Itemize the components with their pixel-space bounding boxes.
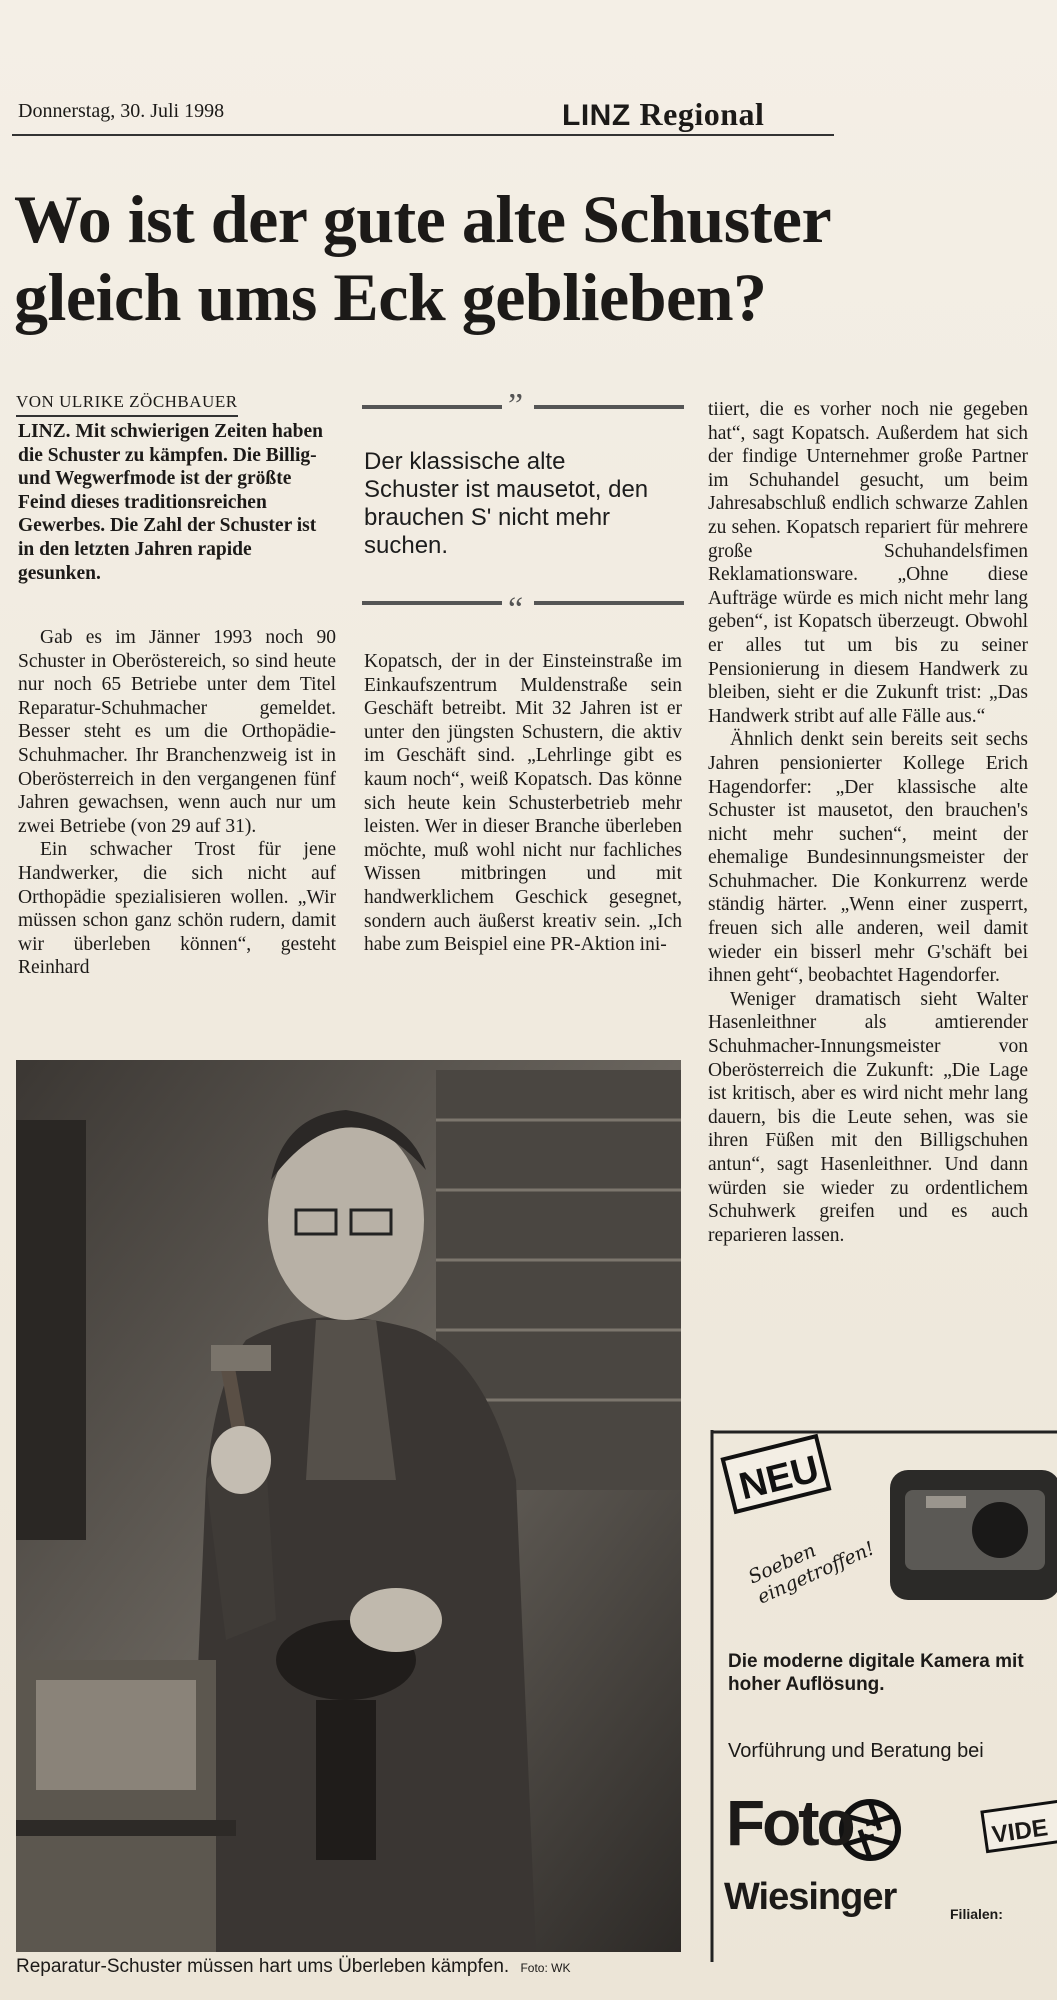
- article-photo: [16, 1060, 681, 1952]
- masthead-linz: LINZ: [562, 99, 631, 132]
- ad-script-text: Soeben eingetroffen!: [745, 1537, 878, 1609]
- issue-date: Donnerstag, 30. Juli 1998: [18, 100, 225, 122]
- photo-credit: Foto: WK: [520, 1961, 571, 1975]
- column3-paragraph-2: Ähnlich denkt sein bereits seit sechs Jahren pensionierter Kollege Erich Hagendorfer: „Der klassische alte Schuster ist mausetot, den brauchen's nicht mehr suchen“, meint der ehemalige Bundesinnungsmeister der Schuhmacher. Die Konkurrenz werde ständig härter. „Wenn einer zusperrt, freuen sich alle anderen, weil damit wieder ein bisserl mehr G'schäft bei ihnen geht“, beobachtet Hagendorfer.: [708, 729, 1028, 987]
- masthead-regional: Regional: [639, 96, 765, 132]
- column1-paragraph-1: Gab es im Jänner 1993 noch 90 Schuster in Oberöstereich, so sind heute nur noch 65 Betriebe unter dem Titel Reparatur-Schuhmacher gemeldet. Besser steht es um die Orthopädie-Schuhmacher. Ihr Branchenzweig ist in Oberösterreich in den vergangenen fünf Jahren gewachsen, wenn auch nur um zwei Betriebe (von 29 auf 31).: [18, 627, 336, 837]
- photo-caption: [16, 1956, 570, 1978]
- cobbler-photo-illustration: [16, 1060, 681, 1952]
- ad-video-label: VIDE: [990, 1814, 1050, 1849]
- header-rule: [12, 134, 834, 136]
- ad-logo-foto: Foto: [726, 1787, 853, 1859]
- ad-logo-wiesinger: Wiesinger: [724, 1876, 897, 1918]
- svg-text:“: “: [508, 591, 524, 616]
- ad-subline: Vorführung und Beratung bei: [728, 1740, 984, 1762]
- section-masthead: [562, 96, 764, 133]
- article-column-1: [18, 626, 336, 980]
- svg-text:”: ”: [508, 394, 524, 420]
- column1-paragraph-2: Ein schwacher Trost für jene Handwerker, die sich nicht auf Orthopädie spezialisieren wollen. „Wir müssen schon ganz schön rudern, damit wir überleben können“, gesteht Reinhard: [18, 839, 336, 979]
- article-headline: [14, 180, 1014, 336]
- ad-badge-text: NEU: [735, 1448, 824, 1509]
- pull-quote: [362, 394, 684, 616]
- camera-icon: [890, 1470, 1057, 1600]
- column3-paragraph-1: tiiert, die es vorher noch nie gegeben hat“, sagt Kopatsch. Außerdem hat sich der findige Unternehmer große Partner im Schuhandel gesucht, um beim Jahresabschluß endlich schwarze Zahlen zu sehen. Kopatsch repariert für mehrere große Schuhandelsfimen Reklamationsware. „Ohne diese Aufträge würde es mich nicht mehr lang geben“, ist Kopatsch überzeugt. Obwohl er alles tut um bis zu seiner Pensionierung in diesem Handwerk zu bleiben, sieht er die Zukunft trist: „Das Handwerk stribt auf alle Fälle aus.“: [708, 399, 1028, 727]
- article-column-3: [708, 398, 1028, 1247]
- byline: VON ULRIKE ZÖCHBAUER: [16, 392, 238, 417]
- headline-line-1: Wo ist der gute alte Schuster: [14, 181, 832, 257]
- column2-paragraph-1: Kopatsch, der in der Einsteinstraße im Einkaufszentrum Muldenstraße sein Geschäft betreibt. Mit 32 Jahren ist er unter den jüngsten Schustern, die aktiv im Geschäft sind. „Lehrlinge gibt es kaum noch“, weiß Kopatsch. Das könne sich heute kein Schusterbetrieb mehr leisten. Wer in dieser Branche überleben möchte, muß wohl nicht nur fachliches Wissen mitbringen und mit handwerklichem Geschick gesegnet, sondern auch äußerst kreativ sein. „Ich habe zum Beispiel eine PR-Aktion ini-: [364, 651, 682, 956]
- quote-rule-top: [362, 394, 684, 420]
- ad-headline: Die moderne digitale Kamera mit hoher Auflösung.: [728, 1651, 1024, 1695]
- headline-line-2: gleich ums Eck geblieben?: [14, 259, 767, 335]
- article-column-2: [364, 650, 682, 957]
- column3-paragraph-3: Weniger dramatisch sieht Walter Hasenleithner als amtierender Schuhmacher-Innungsmeister von Oberösterreich die Zukunft: „Die Lage ist kritisch, aber es wird nicht mehr lang dauern, bis die Leute sehen, was sie ihren Füßen mit den Billigschuhen antun“, sagt Hasenleithner. Und dann würden sie wieder zu ordentlichem Schuhwerk greifen und es auch reparieren lassen.: [708, 988, 1028, 1246]
- article-lead: LINZ. Mit schwierigen Zeiten haben die Schuster zu kämpfen. Die Billig- und Wegwerfmode ist der größte Feind dieses traditionsreichen Gewerbes. Die Zahl der Schuster ist in den letzten Jahren rapide gesunken.: [18, 421, 323, 584]
- caption-text: Reparatur-Schuster müssen hart ums Überleben kämpfen.: [16, 1956, 510, 1977]
- pull-quote-text: Der klassische alte Schuster ist mausetot, den brauchen S' nicht mehr suchen.: [364, 448, 649, 559]
- quote-rule-bottom: [362, 590, 684, 616]
- advertisement: [700, 1430, 1057, 1962]
- ad-filialen: Filialen:: [950, 1906, 1003, 1922]
